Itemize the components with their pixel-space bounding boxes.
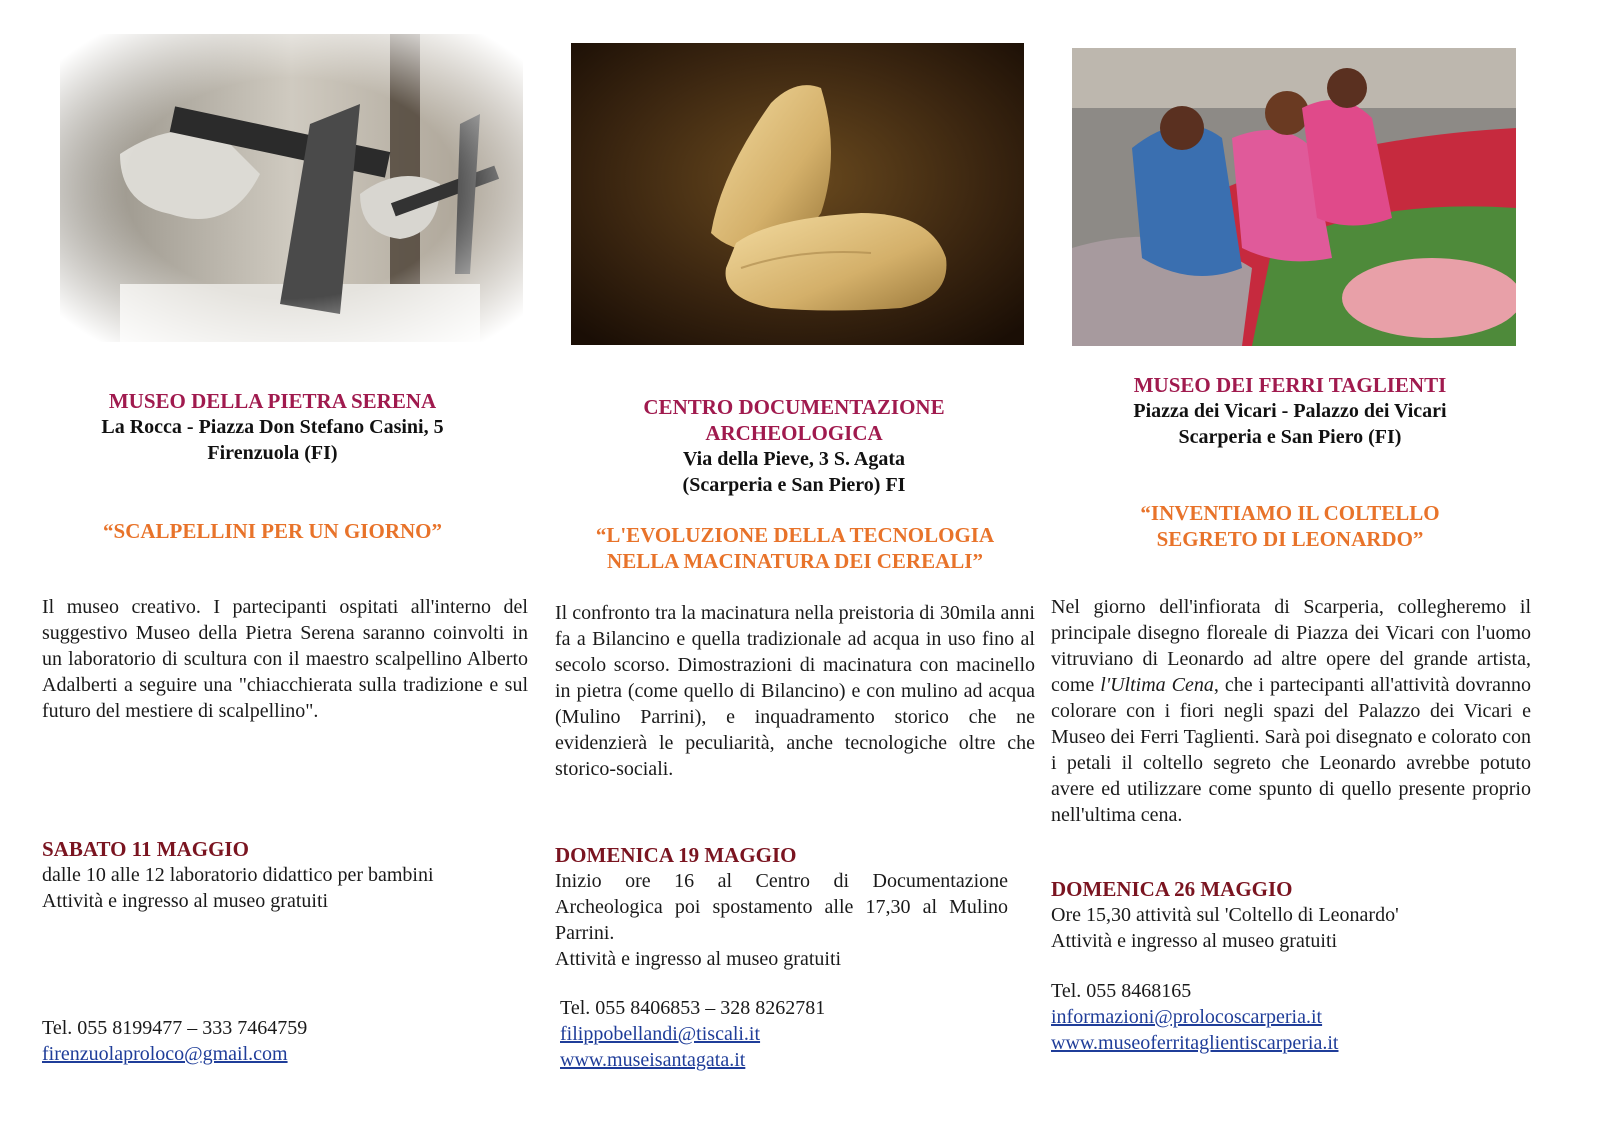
event-date: SABATO 11 MAGGIO xyxy=(42,837,249,861)
museum-name-line: CENTRO DOCUMENTAZIONE xyxy=(643,395,945,419)
event-description: Il confronto tra la macinatura nella preistoria di 30mila anni fa a Bilancino e quella tradizionale ad acqua in uso fino al secolo scorso. Dimostrazioni di macinatura con macinello in pietra (come quello di Bilancino) e con mulino ad acqua (Mulino Parrini), e inquadramento storico che ne evidenzierà le peculiarità, anche tecnologiche oltre che storico-sociali. xyxy=(555,602,1035,780)
address-line: Scarperia e San Piero (FI) xyxy=(1178,426,1402,448)
address-line: Piazza dei Vicari - Palazzo dei Vicari xyxy=(1133,400,1447,422)
email-link[interactable]: informazioni@prolocoscarperia.it xyxy=(1051,1006,1323,1028)
info-line: dalle 10 alle 12 laboratorio didattico per bambini xyxy=(42,864,434,886)
info-line: Attività e ingresso al museo gratuiti xyxy=(42,890,329,912)
address-line: Firenzuola (FI) xyxy=(207,442,338,464)
info-line: Attività e ingresso al museo gratuiti xyxy=(1051,930,1338,952)
website-link[interactable]: www.museoferritaglientiscarperia.it xyxy=(1051,1032,1339,1054)
photo-stone-grinder xyxy=(571,43,1024,345)
event-date: DOMENICA 26 MAGGIO xyxy=(1051,877,1293,901)
museum-address xyxy=(1050,398,1530,450)
museum-address xyxy=(560,446,1028,498)
photo-stonemason-tools xyxy=(60,34,523,342)
email-link[interactable]: filippobellandi@tiscali.it xyxy=(560,1023,761,1045)
telephone: Tel. 055 8406853 – 328 8262781 xyxy=(560,997,826,1019)
event-title-line: “INVENTIAMO IL COLTELLO xyxy=(1140,501,1440,525)
event-title-line: SEGRETO DI LEONARDO” xyxy=(1156,527,1424,551)
description-italic: l'Ultima Cena xyxy=(1100,674,1214,696)
info-line: Ore 15,30 attività sul 'Coltello di Leonardo' xyxy=(1051,904,1399,926)
event-title: “SCALPELLINI PER UN GIORNO” xyxy=(103,519,442,543)
event-title xyxy=(1050,500,1530,552)
event-title xyxy=(540,522,1050,574)
address-line: Via della Pieve, 3 S. Agata xyxy=(682,448,906,470)
event-description: Il museo creativo. I partecipanti ospitati all'interno del suggestivo Museo della Pietra Serena saranno coinvolti in un laboratorio di scultura con il maestro scalpellino Alberto Adalberti a seguire una "chiacchierata sulla tradizione e sul futuro del mestiere di scalpellino". xyxy=(42,596,528,722)
description-text: , che i partecipanti all'attività dovranno colorare con i fiori negli spazi del Palazzo dei Vicari e Museo dei Ferri Taglienti. Sarà poi disegnato e colorato con i petali il coltello segreto che Leonardo avrebbe potuto avere ed utilizzare come spunto di quello presente proprio nell'ultima cena. xyxy=(1051,674,1532,826)
museum-address xyxy=(40,414,505,466)
event-title-line: “L'EVOLUZIONE DELLA TECNOLOGIA xyxy=(595,523,995,547)
info-text: Inizio ore 16 al Centro di Documentazione Archeologica poi spostamento alle 17,30 al Mulino Parrini. xyxy=(555,870,1008,944)
address-line: La Rocca - Piazza Don Stefano Casini, 5 xyxy=(101,416,444,438)
museum-name: MUSEO DEI FERRI TAGLIENTI xyxy=(1133,373,1447,397)
event-info xyxy=(42,862,522,914)
event-title-line: NELLA MACINATURA DEI CEREALI” xyxy=(607,549,983,573)
address-line: (Scarperia e San Piero) FI xyxy=(682,474,906,496)
museum-name xyxy=(560,394,1028,446)
museum-name: MUSEO DELLA PIETRA SERENA xyxy=(108,389,437,413)
description-text: Nel giorno dell'infiorata di Scarperia, collegheremo il principale disegno floreale di Piazza dei Vicari con l'uomo vitruviano di Leonardo ad altre opere del grande artista, come xyxy=(1051,596,1531,696)
website-link[interactable]: www.museisantagata.it xyxy=(560,1049,746,1071)
telephone: Tel. 055 8199477 – 333 7464759 xyxy=(42,1017,308,1039)
event-date: DOMENICA 19 MAGGIO xyxy=(555,843,797,867)
event-info xyxy=(555,868,1008,972)
museum-name-line: ARCHEOLOGICA xyxy=(705,421,883,445)
photo-flower-carpet xyxy=(1072,48,1516,346)
telephone: Tel. 055 8468165 xyxy=(1051,980,1192,1002)
info-line: Attività e ingresso al museo gratuiti xyxy=(555,948,842,970)
event-description xyxy=(1051,594,1531,828)
email-link[interactable]: firenzuolaproloco@gmail.com xyxy=(42,1043,288,1065)
event-info xyxy=(1051,902,1531,954)
